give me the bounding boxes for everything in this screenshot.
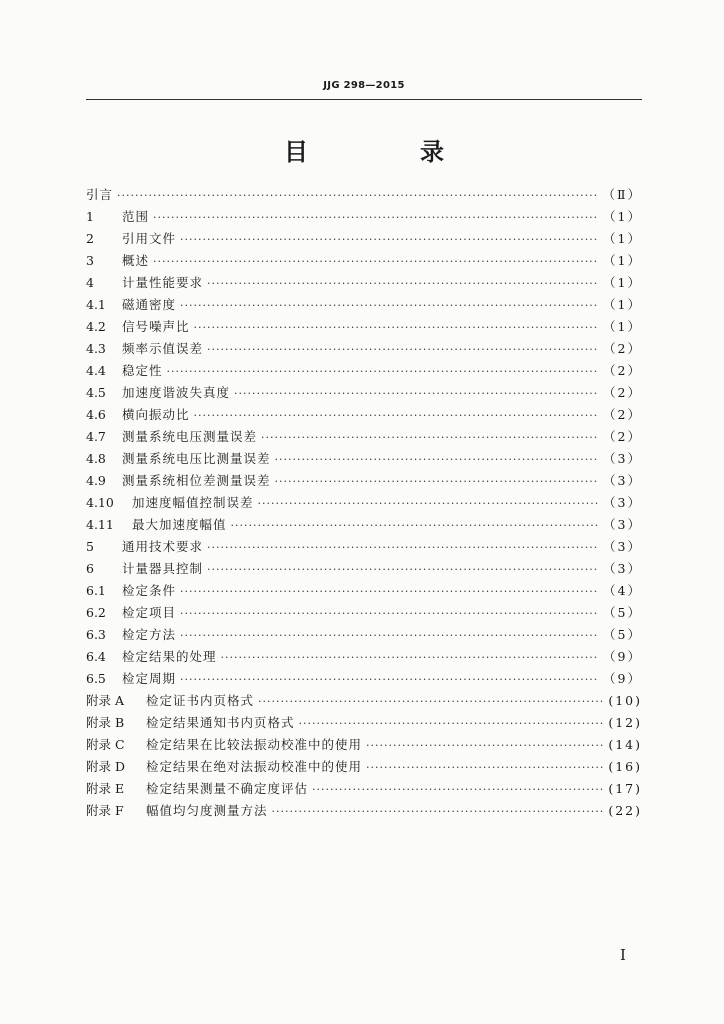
toc-page: （3）	[603, 451, 642, 466]
toc-item[interactable]	[86, 580, 642, 602]
toc-item[interactable]	[86, 404, 642, 426]
toc-page: （3）	[603, 517, 642, 532]
toc-number: 1	[86, 209, 94, 224]
dot-leader	[180, 669, 599, 691]
toc-number: 6.3	[86, 627, 106, 642]
toc-item[interactable]	[86, 426, 642, 448]
toc-page: （3）	[603, 495, 642, 510]
toc-page: （2）	[603, 341, 642, 356]
toc-page: （9）	[603, 649, 642, 664]
dot-leader	[221, 647, 600, 669]
toc-title: 检定条件	[122, 583, 177, 598]
dot-leader	[299, 713, 604, 735]
toc-title: 通用技术要求	[122, 539, 204, 554]
toc-title: 测量系统电压测量误差	[122, 429, 258, 444]
toc-page: （5）	[603, 605, 642, 620]
toc-page: （1）	[603, 231, 642, 246]
toc-title: 测量系统相位差测量误差	[122, 473, 271, 488]
toc-number: 附录 A	[86, 693, 125, 708]
toc-item[interactable]	[86, 646, 642, 668]
toc-number: 3	[86, 253, 94, 268]
toc-number: 2	[86, 231, 94, 246]
toc-item-appendix[interactable]	[86, 800, 642, 822]
toc-page: (12)	[608, 715, 642, 730]
toc-item-appendix[interactable]	[86, 778, 642, 800]
toc-number: 4.1	[86, 297, 106, 312]
dot-leader	[194, 317, 600, 339]
dot-leader	[275, 449, 600, 471]
toc-item[interactable]	[86, 514, 642, 536]
toc-page: （2）	[603, 407, 642, 422]
toc-title: 概述	[122, 253, 150, 268]
toc-item[interactable]	[86, 294, 642, 316]
toc-title: 检定结果通知书内页格式	[146, 715, 295, 730]
toc-page: （9）	[603, 671, 642, 686]
toc-number: 4.2	[86, 319, 106, 334]
toc-page: （1）	[603, 297, 642, 312]
table-of-contents	[86, 184, 642, 822]
toc-number: 附录 C	[86, 737, 125, 752]
dot-leader	[207, 537, 599, 559]
toc-item[interactable]	[86, 558, 642, 580]
toc-item-appendix[interactable]	[86, 712, 642, 734]
toc-title: 计量性能要求	[122, 275, 204, 290]
toc-page: （Ⅱ）	[602, 187, 642, 202]
toc-title: 最大加速度幅值	[132, 517, 227, 532]
dot-leader	[153, 207, 599, 229]
toc-item[interactable]	[86, 206, 642, 228]
toc-title: 信号噪声比	[122, 319, 190, 334]
dot-leader	[275, 471, 600, 493]
dot-leader	[180, 603, 599, 625]
toc-title: 检定结果在绝对法振动校准中的使用	[146, 759, 363, 774]
toc-item[interactable]	[86, 382, 642, 404]
toc-number: 6.4	[86, 649, 106, 664]
toc-number: 6.1	[86, 583, 106, 598]
dot-leader	[207, 559, 599, 581]
toc-page: （4）	[603, 583, 642, 598]
dot-leader	[261, 427, 599, 449]
toc-title: 引用文件	[122, 231, 177, 246]
dot-leader	[180, 295, 599, 317]
toc-item[interactable]	[86, 536, 642, 558]
dot-leader	[258, 691, 604, 713]
dot-leader	[180, 229, 599, 251]
toc-item[interactable]	[86, 624, 642, 646]
dot-leader	[207, 273, 599, 295]
toc-title: 稳定性	[122, 363, 163, 378]
toc-number: 附录 E	[86, 781, 125, 796]
toc-page: （3）	[603, 473, 642, 488]
toc-item[interactable]	[86, 668, 642, 690]
toc-item-appendix[interactable]	[86, 690, 642, 712]
dot-leader	[366, 735, 604, 757]
toc-title: 检定方法	[122, 627, 177, 642]
toc-item[interactable]	[86, 250, 642, 272]
toc-item[interactable]	[86, 492, 642, 514]
toc-number: 5	[86, 539, 94, 554]
toc-page: （1）	[603, 319, 642, 334]
toc-number: 4.5	[86, 385, 106, 400]
dot-leader	[231, 515, 600, 537]
toc-number: 附录 D	[86, 759, 125, 774]
toc-title: 计量器具控制	[122, 561, 204, 576]
toc-title: 横向振动比	[122, 407, 190, 422]
toc-number: 4.10	[86, 495, 114, 510]
toc-number: 6.5	[86, 671, 106, 686]
toc-number: 4.6	[86, 407, 106, 422]
toc-title: 检定结果测量不确定度评估	[146, 781, 309, 796]
toc-title: 测量系统电压比测量误差	[122, 451, 271, 466]
dot-leader	[167, 361, 600, 383]
toc-title: 检定证书内页格式	[146, 693, 255, 708]
toc-title: 加速度幅值控制误差	[132, 495, 254, 510]
toc-title: 磁通密度	[122, 297, 177, 312]
toc-page: (16)	[608, 759, 642, 774]
toc-title: 引言	[86, 187, 114, 202]
toc-page: （3）	[603, 539, 642, 554]
standard-code-header: JJG 298—2015	[323, 80, 405, 91]
dot-leader	[194, 405, 600, 427]
dot-leader	[180, 625, 599, 647]
toc-item[interactable]	[86, 448, 642, 470]
toc-title: 检定结果在比较法振动校准中的使用	[146, 737, 363, 752]
toc-title: 检定周期	[122, 671, 177, 686]
toc-item[interactable]	[86, 228, 642, 250]
toc-item[interactable]	[86, 338, 642, 360]
toc-title: 检定结果的处理	[122, 649, 217, 664]
toc-page: (17)	[608, 781, 642, 796]
toc-number: 4.8	[86, 451, 106, 466]
toc-title: 频率示值误差	[122, 341, 204, 356]
toc-title: 检定项目	[122, 605, 177, 620]
toc-page: （2）	[603, 363, 642, 378]
toc-title: 幅值均匀度测量方法	[146, 803, 268, 818]
toc-title: 范围	[122, 209, 150, 224]
toc-number: 附录 F	[86, 803, 124, 818]
toc-page: （2）	[603, 429, 642, 444]
toc-item-foreword[interactable]	[86, 184, 642, 206]
toc-number: 4.9	[86, 473, 106, 488]
toc-page: （1）	[603, 275, 642, 290]
toc-number: 4.4	[86, 363, 106, 378]
toc-number: 4.7	[86, 429, 106, 444]
toc-number: 4	[86, 275, 94, 290]
toc-page: （2）	[603, 385, 642, 400]
page-title: 目 录	[284, 138, 488, 166]
toc-item-appendix[interactable]	[86, 734, 642, 756]
toc-item[interactable]	[86, 602, 642, 624]
toc-item[interactable]	[86, 360, 642, 382]
page-number: I	[620, 946, 626, 964]
header-rule	[86, 99, 642, 100]
toc-page: （1）	[603, 209, 642, 224]
toc-page: （5）	[603, 627, 642, 642]
dot-leader	[366, 757, 604, 779]
toc-page: （3）	[603, 561, 642, 576]
dot-leader	[153, 251, 599, 273]
toc-title: 加速度谐波失真度	[122, 385, 231, 400]
toc-page: (14)	[608, 737, 642, 752]
dot-leader	[258, 493, 600, 515]
toc-number: 附录 B	[86, 715, 125, 730]
toc-page: (22)	[608, 803, 642, 818]
dot-leader	[272, 801, 604, 823]
dot-leader	[117, 185, 598, 207]
toc-number: 6	[86, 561, 94, 576]
toc-item[interactable]	[86, 470, 642, 492]
toc-page: (10)	[608, 693, 642, 708]
dot-leader	[234, 383, 599, 405]
toc-number: 4.3	[86, 341, 106, 356]
dot-leader	[207, 339, 599, 361]
toc-item[interactable]	[86, 272, 642, 294]
toc-page: （1）	[603, 253, 642, 268]
toc-item[interactable]	[86, 316, 642, 338]
dot-leader	[312, 779, 604, 801]
toc-number: 4.11	[86, 517, 114, 532]
dot-leader	[180, 581, 599, 603]
toc-item-appendix[interactable]	[86, 756, 642, 778]
toc-number: 6.2	[86, 605, 106, 620]
